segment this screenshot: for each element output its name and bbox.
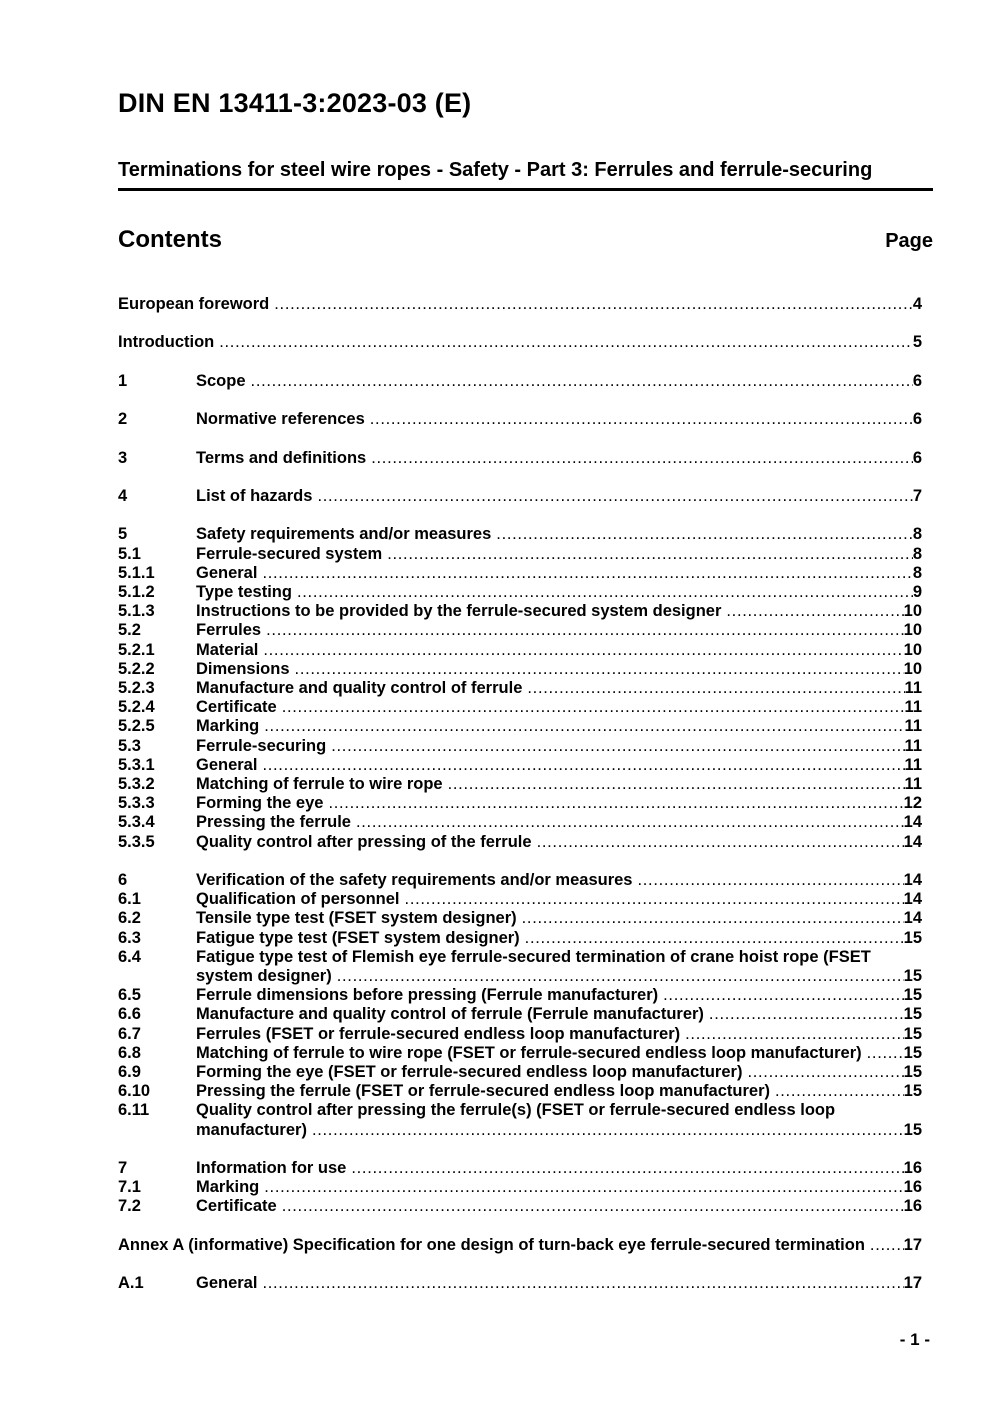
toc-entry (118, 813, 922, 832)
toc-entry-continuation (118, 967, 922, 986)
toc-entry-number: 7.2 (118, 1197, 141, 1216)
toc-entry-title: Marking (196, 717, 260, 736)
toc-entry-number: 6.2 (118, 909, 141, 928)
toc-entry-page: 15 (903, 986, 922, 1005)
toc-leader-dots (312, 1121, 904, 1140)
contents-header (118, 226, 933, 254)
toc-entry-page: 16 (903, 1178, 922, 1197)
toc-entry-title: Tensile type test (FSET system designer) (196, 909, 517, 928)
toc-entry-title: system designer) (196, 967, 332, 985)
toc-entry-title: General (196, 1274, 258, 1293)
toc-entry (118, 1236, 922, 1255)
toc-leader-dots (709, 1005, 904, 1024)
toc-entry (118, 295, 922, 314)
toc-entry-number: 5.3.1 (118, 755, 155, 774)
toc-entry-number: 6.3 (118, 928, 141, 947)
toc-entry-page: 15 (903, 1005, 922, 1024)
contents-heading: Contents (118, 226, 222, 253)
toc-leader-dots (496, 525, 913, 544)
toc-entry-page: 10 (903, 659, 922, 678)
toc-entry-page: 17 (903, 1235, 922, 1254)
toc-entry-title: Ferrule-secured system (196, 544, 383, 563)
toc-entry (118, 660, 922, 679)
toc-entry-number: 5.2.5 (118, 717, 155, 736)
toc-entry-number: 5.3.4 (118, 813, 155, 832)
toc-entry-title: Certificate (196, 698, 277, 717)
toc-entry-page: 15 (903, 1120, 922, 1139)
toc-entry-number: 3 (118, 448, 128, 467)
toc-leader-dots (663, 986, 904, 1005)
toc-entry-page: 6 (912, 448, 922, 467)
toc-entry-page: 8 (912, 544, 922, 563)
toc-entry (118, 333, 922, 352)
toc-entry-title: Ferrule dimensions before pressing (Ferrule manufacturer) (196, 986, 659, 1005)
toc-entry-page: 15 (903, 1043, 922, 1062)
toc-entry-page: 10 (903, 602, 922, 621)
toc-entry (118, 986, 922, 1005)
toc-entry-number: 2 (118, 410, 128, 429)
toc-entry-title: Safety requirements and/or measures (196, 525, 492, 544)
toc-entry-page: 10 (903, 621, 922, 640)
toc-entry (118, 1159, 922, 1178)
toc-entry (118, 525, 922, 544)
toc-entry-page: 11 (904, 755, 922, 774)
toc-leader-dots (282, 1197, 904, 1216)
toc-leader-dots (251, 372, 913, 391)
toc-entry (118, 1178, 922, 1197)
toc-entry-page: 11 (904, 736, 922, 755)
toc-entry-title: Matching of ferrule to wire rope (196, 774, 443, 793)
toc-leader-dots (537, 833, 904, 852)
toc-entry (118, 372, 922, 391)
toc-leader-dots (685, 1025, 904, 1044)
toc-leader-dots (262, 564, 912, 583)
toc-entry-page: 11 (904, 698, 922, 717)
toc-list (118, 295, 922, 1293)
toc-entry-page: 10 (903, 640, 922, 659)
toc-entry-page: 6 (912, 410, 922, 429)
toc-entry-page: 15 (903, 967, 922, 985)
toc-entry-title: Qualification of personnel (196, 890, 400, 909)
toc-leader-dots (219, 333, 913, 352)
toc-entry (118, 833, 922, 852)
toc-entry-page: 11 (904, 774, 922, 793)
toc-leader-dots (371, 449, 913, 468)
toc-entry-title: Terms and definitions (196, 448, 367, 467)
toc-entry-number: 7 (118, 1159, 128, 1178)
toc-entry (118, 871, 922, 890)
toc-leader-dots (351, 1159, 903, 1178)
toc-entry (118, 775, 922, 794)
toc-entry-page: 14 (903, 813, 922, 832)
toc-entry (118, 545, 922, 564)
toc-leader-dots (282, 698, 905, 717)
page-number-footer: - 1 - (899, 1330, 930, 1349)
toc-entry-title: Scope (196, 371, 246, 390)
toc-entry-number: 6.4 (118, 947, 141, 966)
toc-entry-number: 6.11 (118, 1101, 150, 1120)
toc-entry-page: 15 (903, 1024, 922, 1043)
toc-leader-dots (448, 775, 905, 794)
toc-leader-dots (262, 1274, 903, 1293)
toc-entry-title: European foreword (118, 295, 270, 313)
toc-entry-title: Matching of ferrule to wire rope (FSET or ferrule-secured endless loop manufacturer) (196, 1043, 862, 1062)
toc-entry-title: General (196, 755, 258, 774)
document-title: Terminations for steel wire ropes - Safety - Part 3: Ferrules and ferrule-securing (118, 159, 933, 191)
toc-entry-number: 6.7 (118, 1024, 141, 1043)
toc-leader-dots (262, 756, 904, 775)
toc-leader-dots (726, 602, 903, 621)
toc-leader-dots (522, 909, 904, 928)
toc-entry-continuation (118, 1121, 922, 1140)
toc-entry-title: Material (196, 640, 259, 659)
toc-entry (118, 717, 922, 736)
toc-entry-page: 14 (903, 909, 922, 928)
toc-entry-page: 15 (903, 928, 922, 947)
toc-entry-title: Quality control after pressing of the ferrule (196, 832, 532, 851)
toc-entry-title: Ferrules (196, 621, 262, 640)
toc-entry (118, 756, 922, 775)
toc-entry (118, 698, 922, 717)
toc-entry-number: 5.3.5 (118, 832, 155, 851)
toc-entry-page: 16 (903, 1197, 922, 1216)
toc-entry-title: Fatigue type test (FSET system designer) (196, 928, 520, 947)
toc-leader-dots (370, 410, 913, 429)
toc-entry-number: 5.3.3 (118, 794, 155, 813)
toc-entry-title: Type testing (196, 582, 292, 601)
toc-leader-dots (317, 487, 912, 506)
toc-leader-dots (264, 717, 904, 736)
toc-entry-number: A.1 (118, 1274, 144, 1293)
toc-entry-title: Annex A (informative) Specification for one design of turn-back eye ferrule-secured termination (118, 1235, 865, 1254)
toc-entry-number: 5.1.3 (118, 602, 155, 621)
toc-entry-page: 17 (903, 1274, 922, 1293)
toc-entry (118, 929, 922, 948)
toc-leader-dots (266, 621, 904, 640)
toc-entry-number: 4 (118, 486, 128, 505)
toc-entry-title: Forming the eye (196, 794, 324, 813)
toc-entry-title: Certificate (196, 1197, 277, 1216)
toc-entry (118, 1044, 922, 1063)
toc-entry-number: 5.2.1 (118, 640, 155, 659)
toc-entry-title: Ferrules (FSET or ferrule-secured endless loop manufacturer) (196, 1024, 681, 1043)
toc-entry (118, 909, 922, 928)
toc-entry-page: 6 (912, 371, 922, 390)
toc-entry-title: Manufacture and quality control of ferrule (Ferrule manufacturer) (196, 1005, 704, 1024)
toc-entry (118, 449, 922, 468)
toc-entry (118, 794, 922, 813)
toc-entry-number: 1 (118, 371, 128, 390)
toc-leader-dots (387, 545, 913, 564)
toc-entry-number: 5.2.2 (118, 659, 155, 678)
toc-entry-title: Introduction (118, 333, 215, 352)
toc-leader-dots (356, 813, 904, 832)
toc-entry (118, 948, 922, 967)
toc-entry-number: 6.8 (118, 1043, 141, 1062)
toc-entry-page: 11 (904, 717, 922, 736)
toc-entry-number: 6.1 (118, 890, 141, 909)
toc-entry (118, 583, 922, 602)
toc-entry-title: Instructions to be provided by the ferrule-secured system designer (196, 602, 722, 621)
toc-entry-title: Normative references (196, 410, 365, 429)
toc-entry (118, 890, 922, 909)
toc-entry-page: 8 (912, 525, 922, 544)
toc-entry-page: 15 (903, 1082, 922, 1101)
toc-leader-dots (263, 641, 903, 660)
toc-entry (118, 487, 922, 506)
toc-leader-dots (297, 583, 913, 602)
toc-entry (118, 1005, 922, 1024)
toc-entry (118, 1274, 922, 1293)
toc-entry-title: List of hazards (196, 486, 313, 505)
toc-entry-title: Pressing the ferrule (FSET or ferrule-secured endless loop manufacturer) (196, 1082, 770, 1101)
toc-entry-page: 5 (912, 333, 922, 352)
toc-entry-number: 6.5 (118, 986, 141, 1005)
toc-leader-dots (867, 1044, 904, 1063)
toc-entry-title: Verification of the safety requirements and/or measures (196, 870, 633, 889)
toc-entry-page: 15 (903, 1063, 922, 1082)
toc-entry-number: 5.2.4 (118, 698, 155, 717)
toc-entry (118, 737, 922, 756)
toc-leader-dots (637, 871, 903, 890)
toc-entry-number: 5.1.2 (118, 582, 155, 601)
toc-entry-number: 7.1 (118, 1178, 141, 1197)
toc-leader-dots (747, 1063, 903, 1082)
toc-entry (118, 1082, 922, 1101)
toc-leader-dots (295, 660, 904, 679)
toc-entry-page: 9 (912, 582, 922, 601)
toc-leader-dots (274, 295, 913, 314)
toc-entry-page: 12 (903, 794, 922, 813)
toc-entry-page: 8 (912, 563, 922, 582)
toc-leader-dots (525, 929, 904, 948)
toc-entry-title: Information for use (196, 1159, 347, 1178)
toc-leader-dots (331, 737, 904, 756)
toc-entry-title: Dimensions (196, 659, 290, 678)
toc-leader-dots (264, 1178, 903, 1197)
document-code: DIN EN 13411-3:2023-03 (E) (118, 88, 472, 118)
toc-entry-number: 5.3 (118, 736, 141, 755)
toc-entry-number: 5.1 (118, 544, 141, 563)
toc-entry-title: Marking (196, 1178, 260, 1197)
toc-entry (118, 410, 922, 429)
toc-entry-page: 11 (904, 678, 922, 697)
toc-leader-dots (337, 967, 904, 986)
toc-entry-title: Ferrule-securing (196, 736, 327, 755)
toc-entry (118, 602, 922, 621)
toc-entry-page: 7 (912, 486, 922, 505)
toc-entry-number: 6 (118, 870, 128, 889)
toc-entry-title: Pressing the ferrule (196, 813, 351, 832)
page-column-label: Page (885, 230, 933, 252)
toc-entry-number: 5 (118, 525, 128, 544)
toc-leader-dots (405, 890, 904, 909)
toc-leader-dots (775, 1082, 904, 1101)
toc-leader-dots (870, 1236, 904, 1255)
toc-entry (118, 679, 922, 698)
toc-entry-page: 14 (903, 832, 922, 851)
toc-entry-title: Manufacture and quality control of ferrule (196, 678, 523, 697)
toc-entry-number: 5.1.1 (118, 563, 155, 582)
toc-entry-number: 5.2.3 (118, 678, 155, 697)
toc-entry (118, 1025, 922, 1044)
toc-entry (118, 621, 922, 640)
toc-leader-dots (328, 794, 903, 813)
toc-entry-title: Forming the eye (FSET or ferrule-secured endless loop manufacturer) (196, 1063, 743, 1082)
toc-entry-number: 5.3.2 (118, 774, 155, 793)
toc-entry-number: 6.9 (118, 1063, 141, 1082)
toc-entry-page: 16 (903, 1159, 922, 1178)
toc-entry-number: 5.2 (118, 621, 141, 640)
toc-entry (118, 1101, 922, 1120)
toc-entry (118, 564, 922, 583)
toc-entry-title: Fatigue type test of Flemish eye ferrule-secured termination of crane hoist rope (FSET (196, 947, 871, 966)
toc-entry-page: 14 (903, 870, 922, 889)
toc-entry-title: General (196, 563, 258, 582)
toc-leader-dots (527, 679, 904, 698)
toc-entry (118, 1197, 922, 1216)
toc-entry-number: 6.10 (118, 1082, 151, 1101)
toc-entry (118, 641, 922, 660)
toc-entry (118, 1063, 922, 1082)
toc-entry-title: Quality control after pressing the ferrule(s) (FSET or ferrule-secured endless loop (196, 1101, 836, 1120)
toc-entry-number: 6.6 (118, 1005, 141, 1024)
toc-entry-page: 4 (912, 295, 922, 313)
toc-entry-page: 14 (903, 890, 922, 909)
toc-entry-title: manufacturer) (196, 1120, 307, 1139)
